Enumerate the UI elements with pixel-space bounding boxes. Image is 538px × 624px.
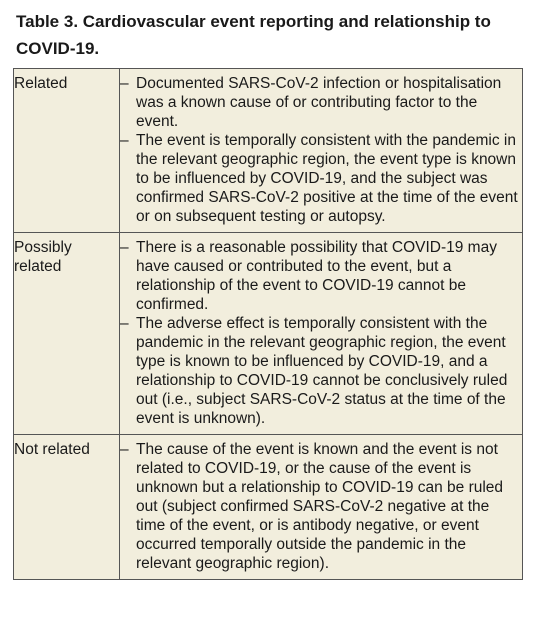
list-item [120,440,522,573]
dash-bullet: – [120,239,129,256]
dash-bullet: – [120,132,129,149]
item-text: There is a reasonable possibility that COVID-19 may have caused or contributed to the event, but a relationship of the event to COVID-19 cannot be confirmed. [136,239,497,313]
list-item [120,238,522,314]
description-cell [120,233,523,435]
dash-bullet: – [120,441,129,458]
table-row-related [14,69,523,233]
list-item [120,131,522,226]
table-row-not-related [14,435,523,580]
item-text: Documented SARS-CoV-2 infection or hospitalisation was a known cause of or contributing factor to the event. [136,75,502,130]
item-text: The cause of the event is known and the event is not related to COVID-19, or the cause of the event is unknown but a relationship to COVID-19 can be ruled out (subject confirmed SARS-CoV-2 negative at the time of the event, or is antibody negative, or event occurred temporally outside the pandemic in the relevant geographic region). [136,441,504,572]
table-row-possibly-related [14,233,523,435]
dash-bullet: – [120,75,129,92]
list-item [120,74,522,131]
relationship-table [13,68,523,580]
dash-bullet: – [120,315,129,332]
item-text: The adverse effect is temporally consistent with the pandemic in the relevant geographic region, the event type is known to be influenced by COVID-19, and a relationship to COVID-19 cannot be conclusively ruled out (i.e., subject SARS-CoV-2 status at the time of the event is unknown). [136,315,508,427]
description-cell [120,435,523,580]
category-cell: Not related [14,435,120,580]
item-text: The event is temporally consistent with the pandemic in the relevant geographic region, the event type is known to be influenced by COVID-19, and the subject was confirmed SARS-CoV-2 positive at the time of the event or on subsequent testing or autopsy. [136,132,518,225]
description-cell [120,69,523,233]
category-cell: Related [14,69,120,233]
list-item [120,314,522,428]
category-cell: Possibly related [14,233,120,435]
table-title: Table 3. Cardiovascular event reporting and relationship to COVID-19. [16,12,491,58]
